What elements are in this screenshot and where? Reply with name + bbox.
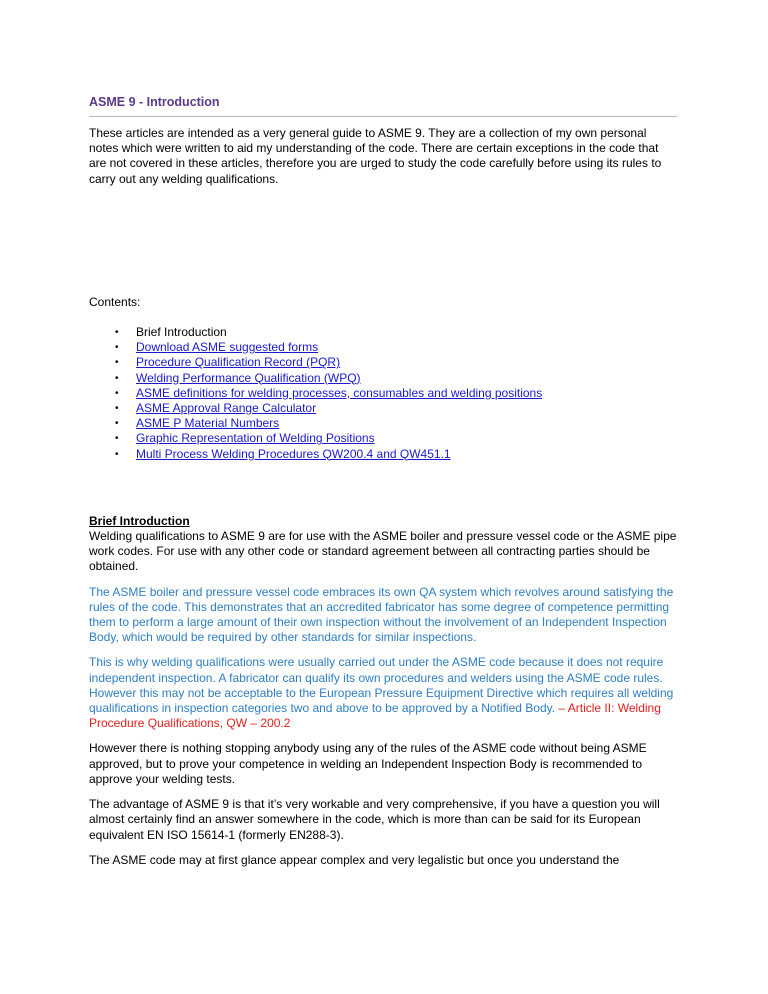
toc-link-welding-positions[interactable]: Graphic Representation of Welding Positions: [136, 431, 375, 446]
bullet-icon: •: [115, 448, 119, 460]
toc-item-definitions: [89, 386, 677, 401]
toc-item-download-forms: [89, 340, 677, 355]
toc-item-range-calculator: [89, 401, 677, 416]
toc-item-welding-positions: [89, 431, 677, 446]
toc-link-download-forms[interactable]: Download ASME suggested forms: [136, 340, 319, 355]
toc-link-pqr[interactable]: Procedure Qualification Record (PQR): [136, 355, 341, 370]
table-of-contents: [89, 325, 677, 462]
toc-item-label: Brief Introduction: [136, 325, 227, 340]
title-divider: [89, 116, 677, 117]
paragraph-1: Welding qualifications to ASME 9 are for use with the ASME boiler and pressure vessel code or the ASME pipe work codes. For use with any other code or standard agreement between all contracting parties should be obtained.: [89, 529, 677, 574]
toc-link-range-calculator[interactable]: ASME Approval Range Calculator: [136, 401, 317, 416]
toc-item-multi-process: [89, 447, 677, 462]
toc-link-p-numbers[interactable]: ASME P Material Numbers: [136, 416, 280, 431]
paragraph-5: The advantage of ASME 9 is that it’s very workable and very comprehensive, if you have a question you will almost certainly find an answer somewhere in the code, which is more than can be said for its European equivalent EN ISO 15614-1 (formerly EN288-3).: [89, 797, 660, 842]
bullet-icon: •: [115, 403, 119, 415]
contents-label: Contents:: [89, 294, 141, 309]
toc-link-multi-process[interactable]: Multi Process Welding Procedures QW200.4 and QW451.1: [136, 446, 451, 461]
toc-link-wpq[interactable]: Welding Performance Qualification (WPQ): [136, 370, 361, 385]
page-title: ASME 9 - Introduction: [89, 95, 220, 109]
bullet-icon: •: [115, 387, 119, 399]
intro-paragraph: These articles are intended as a very general guide to ASME 9. They are a collection of my own personal notes which were written to aid my understanding of the code. There are certain exceptions in the code that are not covered in these articles, therefore you are urged to study the code carefully before using its rules to carry out any welding qualifications.: [89, 126, 662, 186]
paragraph-3-reference: – Article II: Welding Procedure Qualifications, QW – 200.2: [89, 701, 661, 731]
document-page: [89, 94, 677, 868]
toc-link-definitions[interactable]: ASME definitions for welding processes, consumables and welding positions: [136, 385, 543, 400]
bullet-icon: •: [115, 418, 119, 430]
paragraph-4: However there is nothing stopping anybody using any of the rules of the ASME code without being ASME approved, but to prove your competence in welding an Independent Inspection Body is recommended to approve your welding tests.: [89, 741, 647, 786]
bullet-icon: •: [115, 342, 119, 354]
toc-item-pqr: [89, 355, 677, 370]
paragraph-3-text: This is why welding qualifications were usually carried out under the ASME code because it does not require independent inspection. A fabricator can qualify its own procedures and welders using the ASME code rules. However this may not be acceptable to the European Pressure Equipment Directive which requires all welding qualifications in inspection categories two and above to be approved by a Notified Body.: [89, 655, 674, 716]
bullet-icon: •: [115, 327, 119, 339]
toc-item-brief-introduction: [89, 325, 677, 340]
paragraph-3: [89, 655, 677, 731]
section-heading: Brief Introduction: [89, 513, 190, 528]
bullet-icon: •: [115, 372, 119, 384]
bullet-icon: •: [115, 357, 119, 369]
toc-item-p-numbers: [89, 416, 677, 431]
paragraph-2: The ASME boiler and pressure vessel code embraces its own QA system which revolves around satisfying the rules of the code. This demonstrates that an accredited fabricator has some degree of competence permitting them to perform a large amount of their own inspection without the involvement of an Independent Inspection Body, which would be required by other standards for similar inspections.: [89, 584, 674, 645]
toc-item-wpq: [89, 371, 677, 386]
bullet-icon: •: [115, 433, 119, 445]
paragraph-6: The ASME code may at first glance appear complex and very legalistic but once you understand the: [89, 852, 620, 867]
